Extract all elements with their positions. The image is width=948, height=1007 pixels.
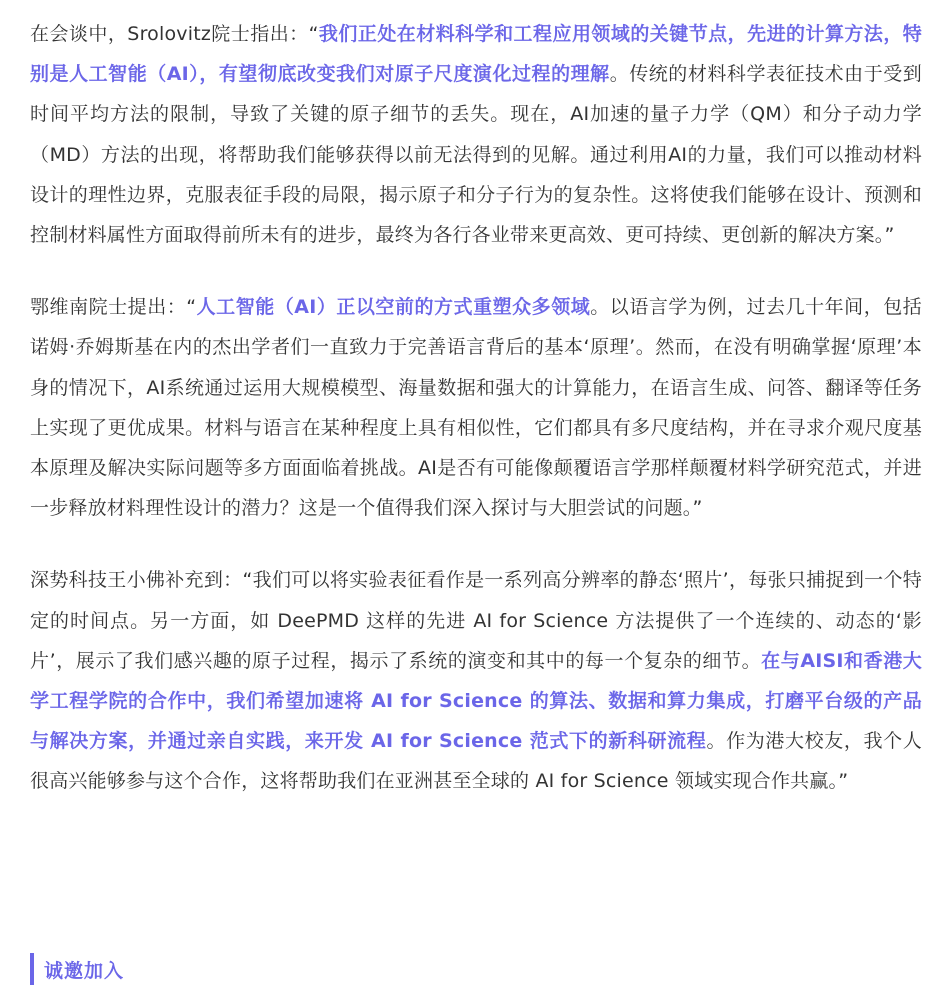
paragraph-e-weinan bbox=[30, 287, 922, 528]
section-heading bbox=[30, 952, 124, 986]
section-heading-label: 诚邀加入 bbox=[44, 959, 125, 982]
paragraph-text: 。以语言学为例，过去几十年间，包括诺姆·乔姆斯基在内的杰出学者们一直致力于完善语言背后的基本‘原理’。然而，在没有明确掌握‘原理’本身的情况下，AI系统通过运用大规模模型、海量数据和强大的计算能力，在语言生成、问答、翻译等任务上实现了更优成果。材料与语言在某种程度上具有相似性，它们都具有多尺度结构，并在寻求介观尺度基本原理及解决实际问题等多方面面临着挑战。AI是否有可能像颠覆语言学那样颠覆材料学研究范式，并进一步释放材料理性设计的潜力？这是一个值得我们深入探讨与大胆尝试的问题。” bbox=[30, 296, 922, 520]
article-body bbox=[30, 14, 922, 802]
highlighted-quote: 人工智能（AI）正以空前的方式重塑众多领域 bbox=[196, 296, 591, 319]
paragraph-wang-xiaofo bbox=[30, 560, 922, 801]
highlighted-quote: 在与AISI和香港大学工程学院的合作中，我们希望加速将 AI for Science 的算法、数据和算力集成，打磨平台级的产品与解决方案，并通过亲自实践，来开发 AI for Science 范式下的新科研流程 bbox=[30, 649, 922, 753]
paragraph-text: 在会谈中，Srolovitz院士指出：“ bbox=[30, 23, 319, 45]
paragraph-text: 。传统的材料科学表征技术由于受到时间平均方法的限制，导致了关键的原子细节的丢失。现在，AI加速的量子力学（QM）和分子动力学（MD）方法的出现，将帮助我们能够获得以前无法得到的见解。通过利用AI的力量，我们可以推动材料设计的理性边界，克服表征手段的局限，揭示原子和分子行为的复杂性。这将使我们能够在设计、预测和控制材料属性方面取得前所未有的进步，最终为各行各业带来更高效、更可持续、更创新的解决方案。” bbox=[30, 63, 922, 247]
highlighted-quote: 我们正处在材料科学和工程应用领域的关键节点，先进的计算方法，特别是人工智能（AI），有望彻底改变我们对原子尺度演化过程的理解 bbox=[30, 23, 923, 86]
paragraph-text: 深势科技王小佛补充到：“我们可以将实验表征看作是一系列高分辨率的静态‘照片’，每张只捕捉到一个特定的时间点。另一方面，如 DeePMD 这样的先进 AI for Science 方法提供了一个连续的、动态的‘影片’，展示了我们感兴趣的原子过程，揭示了系统的演变和其中的每一个复杂的细节。 bbox=[30, 569, 922, 672]
paragraph-text: 。作为港大校友，我个人很高兴能够参与这个合作，这将帮助我们在亚洲甚至全球的 AI for Science 领域实现合作共赢。” bbox=[30, 730, 922, 793]
paragraph-text: 鄂维南院士提出：“ bbox=[30, 296, 197, 319]
paragraph-srolovitz bbox=[30, 14, 922, 255]
heading-accent-bar bbox=[30, 953, 34, 985]
